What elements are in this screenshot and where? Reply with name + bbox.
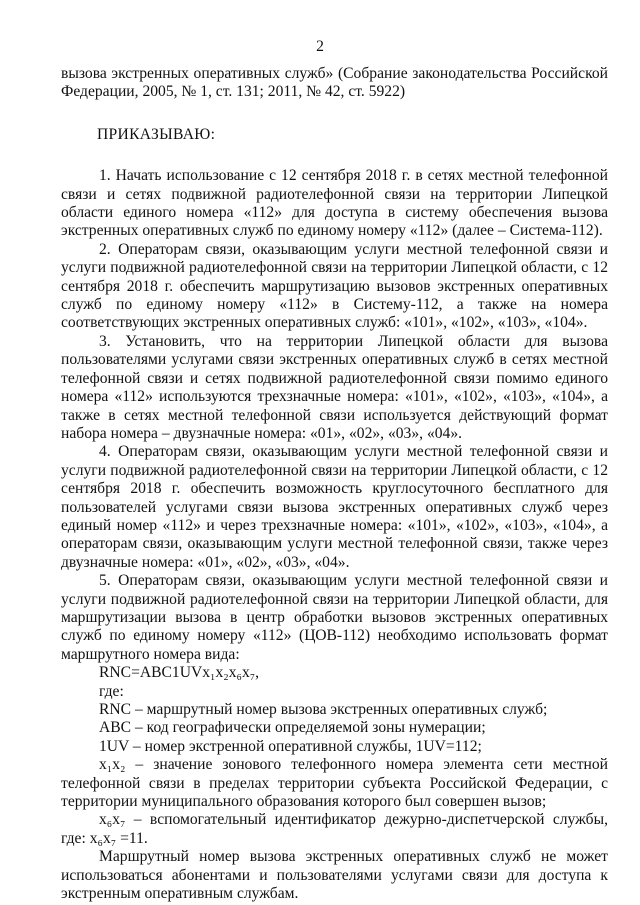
def-x6x7: x₆x₇ – вспомогательный идентификатор дежурно-диспетчерской службы, где: x₆x₇ =11. xyxy=(61,811,608,847)
item-3: 3. Установить, что на территории Липецкой области для вызова пользователями услугами связи экстренных оперативных служб в сетях местной телефонной связи и сетях подвижной радиотелефонной связи помимо единого номера «112» используются трехзначные номера: «101», «102», «103», «104», а также в сетях местной телефонной связи используется действующий формат набора номера – двузначные номера: «01», «02», «03», «04». xyxy=(61,332,608,442)
where-line: где: xyxy=(99,682,124,700)
formula-line: RNC=ABC1UVx₁x₂x₆x₇, xyxy=(99,664,260,682)
item-1: 1. Начать использование с 12 сентября 2018 г. в сетях местной телефонной связи и сетях подвижной радиотелефонной связи на территории Липецкой области единого номера «112» для доступа в систему обеспечения вызова экстренных оперативных служб по единому номеру «112» (далее – Система-112). xyxy=(61,167,608,240)
document-body xyxy=(61,65,608,903)
item-5: 5. Операторам связи, оказывающим услуги местной телефонной связи и услуги подвижной радиотелефонной связи на территории Липецкой области, для маршрутизации вызова в центр обработки вызовов экстренных оперативных служб по единому номеру «112» (ЦОВ-112) необходимо использовать формат маршрутного номера вида: xyxy=(61,572,608,663)
def-x1x2: x₁x₂ – значение зонового телефонного номера элемента сети местной телефонной связи в пределах территории субъекта Российской Федерации, с территории муниципального образования которого был совершен вызов; xyxy=(61,756,608,811)
intro-paragraph: вызова экстренных оперативных служб» (Собрание законодательства Российской Федерации, 2005, № 1, ст. 131; 2011, № 42, ст. 5922) xyxy=(61,65,608,101)
def-abc: ABC – код географически определяемой зоны нумерации; xyxy=(99,719,486,737)
item-2: 2. Операторам связи, оказывающим услуги местной телефонной связи и услуги подвижной радиотелефонной связи на территории Липецкой области, с 12 сентября 2018 г. обеспечить маршрутизацию вызовов экстренных оперативных служб по единому номеру «112» в Систему-112, а также на номера соответствующих экстренных оперативных служб: «101», «102», «103», «104». xyxy=(61,240,608,332)
def-rnc: RNC – маршрутный номер вызова экстренных оперативных служб; xyxy=(99,701,548,718)
item-4: 4. Операторам связи, оказывающим услуги местной телефонной связи и услуги подвижной радиотелефонной связи на территории Липецкой области, с 12 сентября 2018 г. обеспечить возможность круглосуточного бесплатного для пользователей услугами связи вызова экстренных оперативных служб через единый номер «112» и через трехзначные номера: «101», «102», «103», «104», а операторам связи, оказывающим услуги местной телефонной связи, также через двузначные номера: «01», «02», «03», «04». xyxy=(61,443,608,571)
def-1uv: 1UV – номер экстренной оперативной службы, 1UV=112; xyxy=(99,737,482,755)
order-heading: ПРИКАЗЫВАЮ: xyxy=(97,125,216,143)
page-number: 2 xyxy=(316,38,324,55)
final-paragraph: Маршрутный номер вызова экстренных оперативных служб не может использоваться абонентами и пользователями услугами связи для доступа к экстренным оперативным службам. xyxy=(61,848,608,903)
